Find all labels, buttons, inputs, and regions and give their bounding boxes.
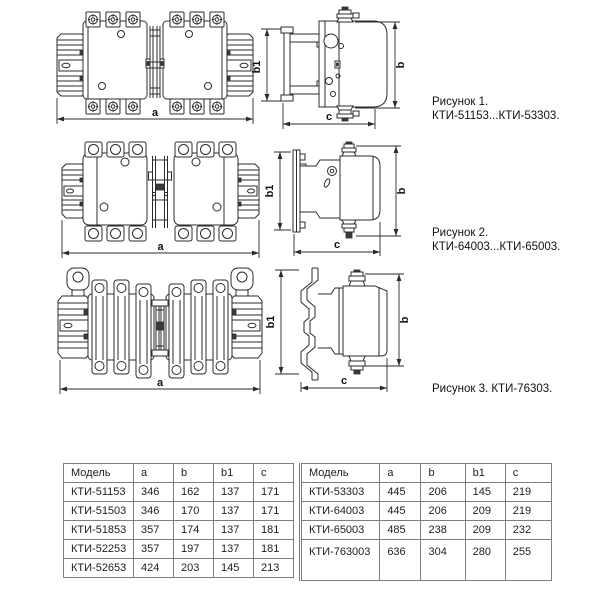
figure2-caption-line1: Рисунок 2.: [432, 227, 489, 239]
table-cell: 137: [214, 540, 254, 559]
terminal-stud-top: [349, 270, 365, 286]
dimension-b1: [264, 152, 291, 230]
table-cell: 162: [174, 483, 214, 502]
table-cell: КТИ-51853: [64, 521, 134, 540]
table-cell: 174: [174, 521, 214, 540]
dimension-c: [301, 358, 387, 392]
table-cell: 209: [465, 502, 505, 521]
table-cell: 357: [134, 521, 174, 540]
column-header: a: [380, 464, 421, 483]
figure2-front-view-drawing: [53, 142, 268, 260]
table-row: [301, 502, 552, 521]
table-cell: 346: [134, 483, 174, 502]
table-cell: 137: [214, 521, 254, 540]
table-cell: 170: [174, 502, 214, 521]
figure2-caption: [432, 226, 560, 254]
dimension-c: [294, 222, 380, 256]
terminal-stud-bottom: [349, 356, 365, 374]
table-cell: 137: [214, 502, 254, 521]
table-cell: 238: [421, 521, 465, 540]
figure3-caption-line1: Рисунок 3. КТИ-76303.: [432, 383, 553, 395]
table-row: [64, 483, 294, 502]
table-cell: 445: [380, 483, 421, 502]
dimensions-table-left: [63, 463, 294, 578]
figure1-caption: [432, 95, 560, 123]
column-header: b1: [465, 464, 505, 483]
contactor-body: [318, 286, 387, 356]
table-cell: КТИ-52253: [64, 540, 134, 559]
figure3-caption: [432, 382, 552, 396]
table-cell: КТИ-64003: [301, 502, 380, 521]
table-cell: 485: [380, 521, 421, 540]
dimensions-table-right: [299, 463, 552, 581]
dimension-label-a: a: [156, 377, 164, 389]
table-cell: 171: [254, 502, 294, 521]
dimension-label-b1: b1: [264, 184, 276, 198]
dimension-b1: [265, 270, 299, 374]
table-cell: 145: [214, 559, 254, 578]
table-row: [301, 540, 552, 581]
figure3-side-view-drawing: [265, 262, 415, 402]
table-header-row: [64, 464, 294, 483]
column-header: c: [254, 464, 294, 483]
table-cell: КТИ-763003: [301, 540, 380, 581]
figure3-front-view-drawing: [30, 262, 270, 398]
table-cell: КТИ-51503: [64, 502, 134, 521]
dimension-label-c: c: [340, 375, 348, 387]
table-cell: 213: [254, 559, 294, 578]
table-cell: 197: [174, 540, 214, 559]
table-cell: 219: [505, 483, 551, 502]
dimension-label-a: a: [151, 107, 159, 119]
table-cell: 304: [421, 540, 465, 581]
dimension-label-c: c: [333, 239, 341, 251]
figure1-front-view-drawing: [55, 6, 255, 128]
dimension-label-c: c: [325, 111, 333, 123]
table-cell: 255: [505, 540, 551, 581]
dimension-a: [60, 360, 260, 394]
table-row: [64, 521, 294, 540]
table-cell: КТИ-51153: [64, 483, 134, 502]
table-cell: КТИ-52653: [64, 559, 134, 578]
table-cell: 357: [134, 540, 174, 559]
figure2-side-view-drawing: [258, 142, 410, 260]
table-row: [64, 540, 294, 559]
column-header: c: [505, 464, 551, 483]
dimension-label-b1: b1: [251, 60, 263, 74]
table-cell: 206: [421, 502, 465, 521]
contactor-body: [300, 156, 380, 220]
figure2-caption-line2: КТИ-64003...КТИ-65003.: [432, 241, 561, 253]
table-cell: 346: [134, 502, 174, 521]
table-cell: 424: [134, 559, 174, 578]
column-header: b1: [214, 464, 254, 483]
dimension-b1: [251, 29, 281, 101]
table-row: [64, 502, 294, 521]
terminal-stud-top: [337, 7, 359, 22]
table-row: [301, 521, 552, 540]
column-header: Модель: [64, 464, 134, 483]
table-cell: 203: [174, 559, 214, 578]
table-header-row: [301, 464, 552, 483]
figure1-caption-line2: КТИ-51153...КТИ-53303.: [432, 110, 560, 122]
dimension-label-b: b: [396, 187, 408, 195]
table-cell: 219: [505, 502, 551, 521]
figure1-caption-line1: Рисунок 1.: [432, 96, 489, 108]
zigzag-mounting-bracket: [301, 268, 318, 380]
table-cell: 232: [505, 521, 551, 540]
table-cell: 280: [465, 540, 505, 581]
table-cell: 145: [465, 483, 505, 502]
column-header: a: [134, 464, 174, 483]
dimension-label-b: b: [399, 316, 411, 324]
table-cell: 636: [380, 540, 421, 581]
table-row: [301, 483, 552, 502]
table-cell: 206: [421, 483, 465, 502]
table-cell: 181: [254, 540, 294, 559]
dimension-label-b: b: [395, 61, 407, 69]
table-cell: КТИ-53303: [301, 483, 380, 502]
dimension-label-a: a: [157, 241, 164, 253]
table-cell: 445: [380, 502, 421, 521]
center-link: [146, 26, 164, 98]
dimension-label-b1: b1: [265, 315, 277, 329]
table-row: [64, 559, 294, 578]
terminal-stud-bottom: [342, 220, 356, 238]
center-link: [149, 156, 172, 228]
column-header: b: [421, 464, 465, 483]
table-cell: 171: [254, 483, 294, 502]
terminal-stud-top: [342, 142, 356, 156]
table-cell: 209: [465, 521, 505, 540]
table-cell: 181: [254, 521, 294, 540]
column-header: Модель: [301, 464, 380, 483]
figure1-side-view-drawing: [251, 5, 410, 132]
contactor-body: [319, 21, 387, 107]
column-header: b: [174, 464, 214, 483]
table-cell: 137: [214, 483, 254, 502]
table-cell: КТИ-65003: [301, 521, 380, 540]
